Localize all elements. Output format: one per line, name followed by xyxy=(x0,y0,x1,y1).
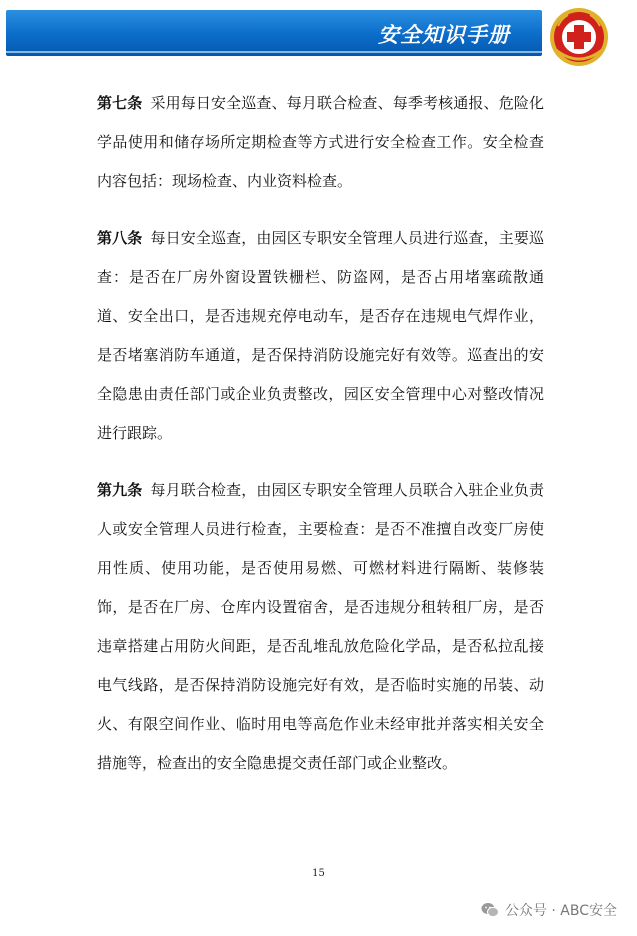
document-body xyxy=(97,84,544,801)
safety-emblem-icon xyxy=(548,6,610,68)
page-number: 15 xyxy=(312,868,325,879)
header-bar xyxy=(6,10,542,56)
article-text: 采用每日安全巡查、每月联合检查、每季考核通报、危险化学品使用和储存场所定期检查等方式进行安全检查工作。安全检查内容包括：现场检查、内业资料检查。 xyxy=(97,94,544,190)
article-text: 每日安全巡查，由园区专职安全管理人员进行巡查，主要巡查：是否在厂房外窗设置铁栅栏、防盗网，是否占用堵塞疏散通道、安全出口，是否违规充停电动车，是否存在违规电气焊作业，是否堵塞消防车通道，是否保持消防设施完好有效等。巡查出的安全隐患由责任部门或企业负责整改，园区安全管理中心对整改情况进行跟踪。 xyxy=(97,229,544,442)
article-8 xyxy=(97,219,544,453)
article-number: 第七条 xyxy=(97,94,143,112)
watermark xyxy=(481,900,617,920)
article-number: 第八条 xyxy=(97,229,143,247)
header-title: 安全知识手册 xyxy=(378,23,510,47)
page-header xyxy=(0,0,637,72)
wechat-icon xyxy=(481,902,499,918)
watermark-text: 公众号 · ABC安全 xyxy=(504,903,617,919)
article-7 xyxy=(97,84,544,201)
article-number: 第九条 xyxy=(97,481,143,499)
article-9 xyxy=(97,471,544,783)
article-text: 每月联合检查，由园区专职安全管理人员联合入驻企业负责人或安全管理人员进行检查，主要检查：是否不准擅自改变厂房使用性质、使用功能，是否使用易燃、可燃材料进行隔断、装修装饰，是否在厂房、仓库内设置宿舍，是否违规分租转租厂房，是否违章搭建占用防火间距，是否乱堆乱放危险化学品，是否私拉乱接电气线路，是否保持消防设施完好有效，是否临时实施的吊装、动火、有限空间作业、临时用电等高危作业未经审批并落实相关安全措施等，检查出的安全隐患提交责任部门或企业整改。 xyxy=(97,481,544,772)
